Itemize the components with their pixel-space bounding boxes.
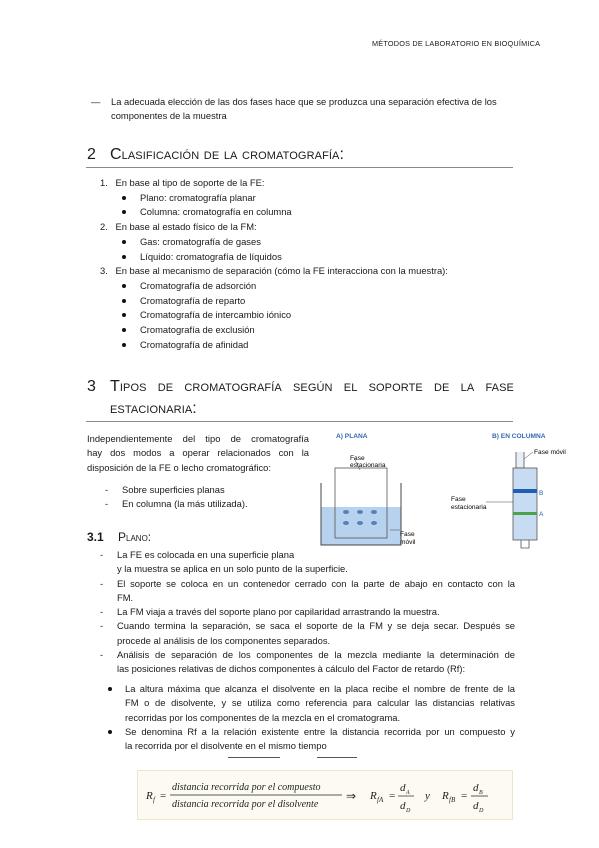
mode-item: - Sobre superficies planas [122, 483, 248, 497]
item-label: En base al tipo de soporte de la FE: [115, 177, 265, 188]
bullet-line: FM o de disolvente, y se utiliza como referencia para calcular las distancias relativas [125, 697, 515, 709]
step-line: procede al análisis de los componentes separados. [117, 634, 331, 646]
rfb-equals: = [461, 790, 468, 802]
decorative-line-right [317, 757, 357, 758]
list-subitem: Plano: cromatografía planar [140, 191, 520, 206]
column-fase-movil: Fase móvil [534, 449, 566, 456]
rf-numerator: distancia recorrida por el compuesto [172, 782, 321, 793]
section-3-rule [86, 421, 513, 422]
bullet-item [125, 682, 515, 725]
chromatography-figure [320, 428, 566, 552]
item-number: 1. [100, 177, 108, 188]
column-fase-estacionaria-1: Fase [451, 496, 466, 503]
item-number: 3. [100, 265, 108, 277]
bullet-line: Se denomina Rf a la relación existente entre la distancia recorrida por un compuesto y [125, 725, 515, 737]
rfb-symbol: R [442, 790, 449, 802]
step-line: - La FE es colocada en una superficie plana [117, 549, 295, 560]
running-header: MÉTODOS DE LABORATORIO EN BIOQUÍMICA [372, 39, 541, 48]
intro-line-2: componentes de la muestra [111, 110, 227, 121]
list-subitem: Columna: cromatografía en columna [140, 205, 520, 220]
rfa-subscript: fA [377, 796, 384, 804]
db-denominator: d [473, 800, 479, 812]
item-label: En base al estado físico de la FM: [115, 221, 257, 233]
plane-fase-movil-2: móvil [400, 539, 416, 546]
section-3-1-number: 3.1 [87, 530, 104, 544]
decorative-line-left [228, 757, 280, 758]
section-3-paragraph [87, 432, 309, 475]
step-line: - La FM viaja a través del soporte plano por capilaridad arrastrando la muestra. [117, 606, 440, 618]
list-subitem: Cromatografía de reparto [140, 294, 520, 309]
db-numerator-sub: B [479, 790, 483, 796]
bullet-line: la recorrida por el disolvente en el mismo tiempo [125, 740, 327, 752]
column-body [513, 468, 537, 540]
step-line: las posiciones relativas de dichos componentes à cálculo del Factor de retardo (Rf): [117, 663, 466, 675]
implies-arrow: ⇒ [346, 789, 357, 803]
step-item [117, 577, 515, 606]
list-subitem: Cromatografía de adsorción [140, 279, 520, 294]
list-item [100, 264, 520, 279]
rf-denominator: distancia recorrida por el disolvente [172, 799, 319, 810]
step-line: y la muestra se aplica en un solo punto de la superficie. [117, 563, 348, 575]
paragraph-line: Independientemente del tipo de cromatografía [87, 433, 309, 444]
paragraph-line: hay dos modos a operar relacionados con la [87, 447, 309, 459]
section-2-number: 2 [87, 146, 96, 163]
step-item [117, 605, 515, 619]
column-top [516, 452, 524, 468]
section-2-rule [86, 167, 513, 168]
list-subitem: Cromatografía de exclusión [140, 323, 520, 338]
band-b-label: B [539, 490, 544, 497]
list-subitem: Cromatografía de intercambio iónico [140, 308, 520, 323]
db-numerator: d [473, 782, 479, 794]
item-label: En base al mecanismo de separación (cómo la FE interacciona con la muestra): [115, 265, 448, 277]
step-item [117, 619, 515, 648]
da-numerator-sub: A [406, 790, 410, 796]
plane-steps [117, 548, 515, 677]
step-line: FM. [117, 591, 134, 603]
step-line: - El soporte se coloca en un contenedor cerrado con la parte de abajo en contacto con la [117, 577, 515, 589]
list-item [100, 176, 520, 191]
rf-subscript: f [153, 796, 155, 804]
and-y: y [425, 790, 430, 802]
bullet-line: La altura máxima que alcanza el disolvente en la placa recibe el nombre de frente de la [125, 683, 515, 694]
rf-explanation [125, 682, 515, 753]
band-b [513, 489, 537, 493]
bullet-item [125, 725, 515, 754]
figure-a-title: A) PLANA [336, 433, 368, 440]
list-item [100, 220, 520, 235]
paragraph-line: disposición de la FE o lecho cromatográfico: [87, 461, 271, 473]
db-denominator-sub: D [479, 808, 484, 814]
plane-fase-movil-1: Fase [400, 531, 415, 538]
column-fm-pointer [524, 452, 533, 459]
rfa-equals: = [389, 790, 396, 802]
section-3-1-title: Plano: [118, 530, 152, 544]
band-a [513, 512, 537, 515]
rfb-subscript: fB [449, 796, 456, 804]
list-subitem: Cromatografía de afinidad [140, 338, 520, 353]
step-item [117, 648, 515, 677]
da-denominator: d [400, 800, 406, 812]
section-3-title-line-2: estacionaria: [110, 400, 197, 417]
step-item [117, 548, 515, 577]
mode-item: - En columna (la más utilizada). [122, 497, 248, 511]
intro-dash: — [91, 96, 101, 107]
section-2-title: Clasificación de la cromatografía: [110, 146, 345, 163]
figure-b-title: B) EN COLUMNA [492, 433, 546, 440]
classification-list [100, 176, 520, 352]
step-line: - Análisis de separación de los componentes de la mezcla mediante la determinación de [117, 649, 515, 661]
plane-fase-estacionaria-2: estacionaria [350, 462, 386, 469]
step-line: - Cuando termina la separación, se saca el soporte de la FM y se deja secar. Después se [117, 620, 515, 632]
da-denominator-sub: D [406, 808, 411, 814]
rf-formula-graphic [138, 771, 512, 819]
section-3-number: 3 [87, 378, 96, 395]
column-outlet [521, 540, 529, 548]
column-fase-estacionaria-2: estacionaria [451, 504, 487, 511]
rf-symbol: R [146, 790, 153, 802]
mode-list [122, 483, 248, 512]
list-subitem: Líquido: cromatografía de líquidos [140, 250, 520, 265]
rf-formula [137, 770, 513, 820]
rf-equals: = [160, 790, 167, 802]
rfa-symbol: R [370, 790, 377, 802]
section-3-title-line-1: Tipos de cromatografía según el soporte de la fase [110, 378, 514, 395]
intro-line-1: La adecuada elección de las dos fases hace que se produzca una separación efectiva de los [111, 96, 497, 107]
bullet-line: recorridas por los componentes de la mezcla en el cromatograma. [125, 711, 401, 723]
band-a-label: A [539, 511, 544, 518]
da-numerator: d [400, 782, 406, 794]
item-number: 2. [100, 221, 108, 233]
plane-fase-estacionaria-1: Fase [350, 455, 365, 462]
list-subitem: Gas: cromatografía de gases [140, 235, 520, 250]
